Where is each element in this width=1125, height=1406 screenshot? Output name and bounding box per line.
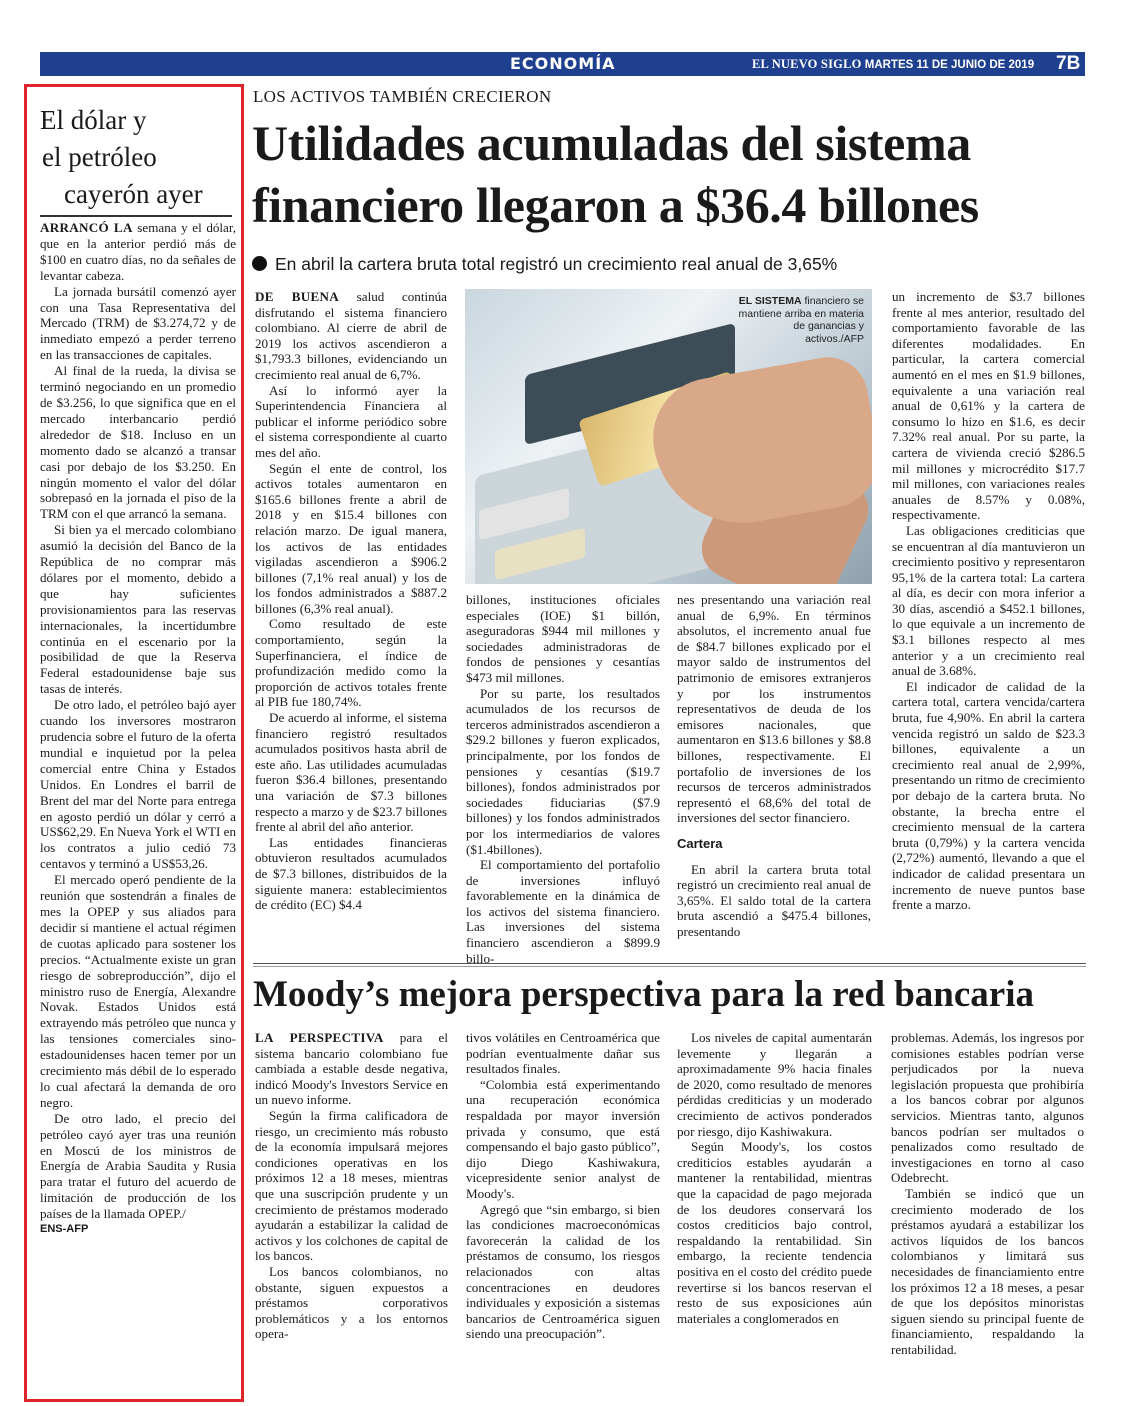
paragraph: En abril la cartera bruta total registró un crecimiento real anual de 3,65%. El saldo total de la cartera bruta ascendió a $475.4 billones, presentando [677,861,871,939]
paragraph: Si bien ya el mercado colombiano asumió la decisión del Banco de la República de no comprar más dólares por el momento, debido a que hay suficientes provisionamientos para las reservas internacionales, la incertidumbre continúa en el escenario por la posibilidad de que la Reserva Federal estadounidense baje sus tasas de interés. [40,522,236,697]
sidebar-headline-line: El dólar y [40,105,147,135]
issue-date: MARTES 11 DE JUNIO DE 2019 [864,59,1035,71]
article-column [466,1030,660,1342]
paragraph: tivos volátiles en Centroamérica que podrían eventualmente dañar sus resultados finales. [466,1030,660,1077]
paragraph [40,220,236,284]
paragraph: Agregó que “sin embargo, si bien las condiciones macroeconómicas favorecerán la calidad de los préstamos de consumo, los riesgos relacionados con altas concentraciones en deudores individuales y exposición a sistemas bancarios de Centroamérica siguen siendo una preocupación”. [466,1201,660,1342]
photo-caption [736,295,864,345]
paragraph: De otro lado, el precio del petróleo cayó ayer tras una reunión en Moscú de los ministros de Energía de Arabia Saudita y Rusia para tratar el futuro del acuerdo de limitación de producción de los países de la llamada OPEP./ [40,1110,236,1222]
paragraph-text: salud continúa disfrutando el sistema financiero colombiano. Al cierre de abril de 2019 los activos ascendieron a $1,793.3 billones, evidenciando un crecimiento real anual de 6,7%. [255,289,447,382]
caption-lead: EL SISTEMA [738,295,802,307]
paragraph: La jornada bursátil comenzó ayer con una Tasa Representativa del Mercado (TRM) de $3.274,72 y de inmediato empezó a perder terreno en las transacciones de capitales. [40,283,236,363]
main-headline: Utilidades acumuladas del sistema financiero llegaron a $36.4 billones [252,115,979,233]
sidebar-body [40,220,236,1238]
paragraph: También se indicó que un crecimiento moderado de los préstamos ayudará a estabilizar los activos líquidos de los bancos colombianos y limitará sus necesidades de financiamiento entre los próximos 12 a 18 meses, a pesar de que los depósitos minoristas siguen siendo su principal fuente de financiamiento, respaldando la rentabilidad. [891,1185,1084,1357]
paragraph: El indicador de calidad de la cartera total, cartera vencida/cartera bruta, fue 4,90%. En abril la cartera vencida registró un saldo de $23.3 billones, equivalente a un crecimiento real anual de 2,99%, presentando un ritmo de crecimiento por debajo de la cartera bruta. No obstante, la brecha entre el crecimiento mensual de la cartera bruta (0,79%) y la cartera vencida (2,72%) aumentó, llevando a que el indicador de calidad presentara un incremento de nueve puntos base frente a marzo. [892,678,1085,913]
sidebar-headline-line: cayerón ayer [40,176,232,217]
paragraph: Según Moody's, los costos crediticios estables ayudarán a mantener la rentabilidad, mientras que la capacidad de pago mejorada de los deudores conservará los costos crediticios bajo control, respaldando la rentabilidad. Sin embargo, la reciente tendencia positiva en el costo del crédito puede revertirse si los bancos reservan el resto de sus exposiciones aún materiales a conglomerados en [677,1139,872,1326]
paragraph: Por su parte, los resultados acumulados de los recursos de terceros administrados ascendieron a $29.2 billones y fueron explicados, principalmente, por los fondos de pensiones y cesantías ($19.7 billones), fondos administrados por sociedades fiduciarias ($7.9 billones) y los fondos administrados por los intermediarios de valores ($1.4billones). [466,685,660,857]
sidebar-headline-line: el petróleo [42,142,157,172]
paragraph: De otro lado, el petróleo bajó ayer cuando los inversores mostraron prudencia sobre el futuro de la oferta mundial e inquietud por la pelea comercial entre China y Estados Unidos. En Londres el barril de Brent del mar del Norte para entrega en agosto perdió un dólar y cerró a US$62,29. En Nueva York el WTI en los contratos a julio cedió 73 centavos y terminó a US$53,26. [40,697,236,872]
paragraph: billones, instituciones oficiales especiales (IOE) $1 billón, aseguradoras $944 mil millones y sociedades administradoras de fondos de pensiones y cesantías $473 mil millones. [466,592,660,685]
subheadline-text: En abril la cartera bruta total registró un crecimiento real anual de 3,65% [275,254,838,274]
article-column [891,1030,1084,1357]
paragraph: Según el ente de control, los activos totales aumentaron en $165.6 billones frente a abril de 2018 y en $15.4 billones con relación marzo. De igual manera, los activos de las entidades vigiladas ascendieron a $906.2 billones (7,1% real anual) y los de los fondos administrados a $887.2 billones (6,3% real anual). [255,460,447,616]
article-divider [253,966,1086,967]
paragraph: nes presentando una variación real anual de 6,9%. En términos absolutos, el incremento anual fue de $84.7 billones explicado por el mayor saldo de instrumentos del patrimonio de emisores extranjeros y por los instrumentos representativos de deuda de los emisores nacionales, que aumentaron en $13.6 billones y $8.8 billones, respectivamente. El portafolio de inversiones de los recursos de terceros administrados representó el 68,6% del total de inversiones del sector financiero. [677,592,871,826]
paragraph: un incremento de $3.7 billones frente al mes anterior, resultado del comportamiento favorable de las diferentes modalidades. En particular, la cartera comercial aumentó en el mes en $1.9 billones, equivalente a una variación real anual de 0,61% y la cartera de consumo lo hizo en $1.6, es decir 7.32% real anual. Por su parte, la cartera de vivienda creció $286.5 mil millones y microcrédito $17.7 mil millones, con variaciones reales anuales de 8.57% y 0.08%, respectivamente. [892,289,1085,523]
article-column [677,592,871,939]
sidebar-headline [40,102,232,217]
paragraph: El mercado operó pendiente de la reunión que sostendrán a finales de mes la OPEP y sus aliados para decidir si mantiene el actual régimen de cuotas aplicado para sostener los precios. “Actualmente existe un gran riesgo de sobreproducción”, dijo el ministro ruso de Energía, Alexandre Novak. Estados Unidos está extrayendo más petróleo que nunca y las tensiones comerciales sino-estadounidenses hacen temer por un crecimiento más débil de lo esperado lo cual afectará la demanda de oro negro. [40,872,236,1110]
paragraph: “Colombia está experimentando una recuperación económica respaldada por mayor inversión privada y consumo, que está compensando el bajo gasto público”, dijo Diego Kashiwakura, vicepresidente senior analyst de Moody's. [466,1076,660,1201]
paragraph: Los niveles de capital aumentarán levemente y llegarán a aproximadamente 9% hacia finales de 2020, como resultado de menores pérdidas crediticias y un moderado crecimiento de activos ponderados por riesgo, dijo Kashiwakura. [677,1030,872,1139]
page-number: 7B [1056,53,1081,74]
publication-name: EL NUEVO SIGLO [752,57,862,71]
paragraph: problemas. Además, los ingresos por comisiones estables podrían verse perjudicados por la nueva legislación propuesta que prohibiría a los bancos cobrar por algunos servicios. Mientras tanto, algunos bancos podrían ser multados o penalizados como resultado de investigaciones en torno al caso Odebrecht. [891,1030,1084,1186]
kicker: LOS ACTIVOS TAMBIÉN CRECIERON [253,87,552,106]
paragraph: Así lo informó ayer la Superintendencia Financiera al publicar el informe periódico sobre el sistema correspondiente al cuarto mes del año. [255,382,447,460]
article-column [255,1030,448,1342]
article-divider [253,963,1086,964]
paragraph [255,289,447,383]
lead-in: ARRANCÓ LA [40,220,133,235]
section-subhead: Cartera [677,835,723,851]
lead-in: DE BUENA [255,289,340,304]
byline: ENS-AFP [40,1223,89,1236]
paragraph: El comportamiento del portafolio de inversiones influyó favorablemente en la dinámica de los activos del sistema financiero. Las inversiones del sistema financiero ascendieron a $899.9 billo- [466,857,660,966]
article-column [466,592,660,966]
article-column [255,289,447,913]
article-column [677,1030,872,1326]
bullet-icon [252,256,267,271]
caption-text: financiero se mantiene arriba en materia de ganancias y activos./ [738,295,864,345]
paragraph-text: semana y el dólar, que en la anterior perdió más de $100 en cuatro días, no da señales de levantar cabeza. [40,220,236,283]
paragraph [255,1030,448,1108]
paragraph: Las obligaciones crediticias que se encuentran al día mantuvieron un crecimiento positivo y representaron 95,1% de la cartera total: La cartera al día, es decir con mora inferior a 30 días, ascendió a $452.1 billones, lo que equivale a un incremento de $3.1 billones respecto al mes anterior y a un crecimiento real anual de 3.68%. [892,522,1085,679]
publication-info [752,57,1034,72]
subheadline [252,254,837,275]
paragraph-text: para el sistema bancario colombiano fue cambiada a estable desde negativa, indicó Moody's Investors Service en un nuevo informe. [255,1030,448,1108]
paragraph: De acuerdo al informe, el sistema financiero registró resultados acumulados positivos hasta abril de este año. Las utilidades acumuladas fueron $36.4 billones, presentando una variación de $7.3 billones respecto a marzo y de $23.7 billones frente al abril del año anterior. [255,710,447,835]
article-column [892,289,1085,913]
lead-in: LA PERSPECTIVA [255,1030,384,1045]
atm-photo [465,289,872,584]
paragraph: Los bancos colombianos, no obstante, siguen expuestos a préstamos corporativos problemáticos y a los entornos opera- [255,1263,448,1342]
paragraph: Las entidades financieras obtuvieron resultados acumulados de $7.3 billones, distribuidos de la siguiente manera: establecimientos de crédito (EC) $4.4 [255,834,447,913]
paragraph: Al final de la rueda, la divisa se terminó negociando en un promedio de $3.256, lo que significa que en el mercado interbancario perdió alrededor de $18. Incluso en un momento dado se alcanzó a transar casi por debajo de los $3.250. En ningún momento el valor del dólar sobrepasó en la jornada el piso de la TRM con el que arrancó la semana. [40,363,236,522]
section-name: ECONOMÍA [510,54,616,73]
photo-credit: AFP [843,332,864,345]
paragraph: Como resultado de este comportamiento, según la Superfinanciera, el índice de profundización medido como la proporción de activos totales frente al PIB fue 180,74%. [255,616,447,710]
second-headline: Moody’s mejora perspectiva para la red bancaria [253,974,1034,1015]
paragraph: Según la firma calificadora de riesgo, un crecimiento más robusto de la economía impulsará mejores condiciones operativas en los próximos 12 a 18 meses, mientras que una suscripción prudente y un crecimiento de préstamos moderado ayudarán a estabilizar la calidad de activos y los colchones de capital de los bancos. [255,1107,448,1264]
